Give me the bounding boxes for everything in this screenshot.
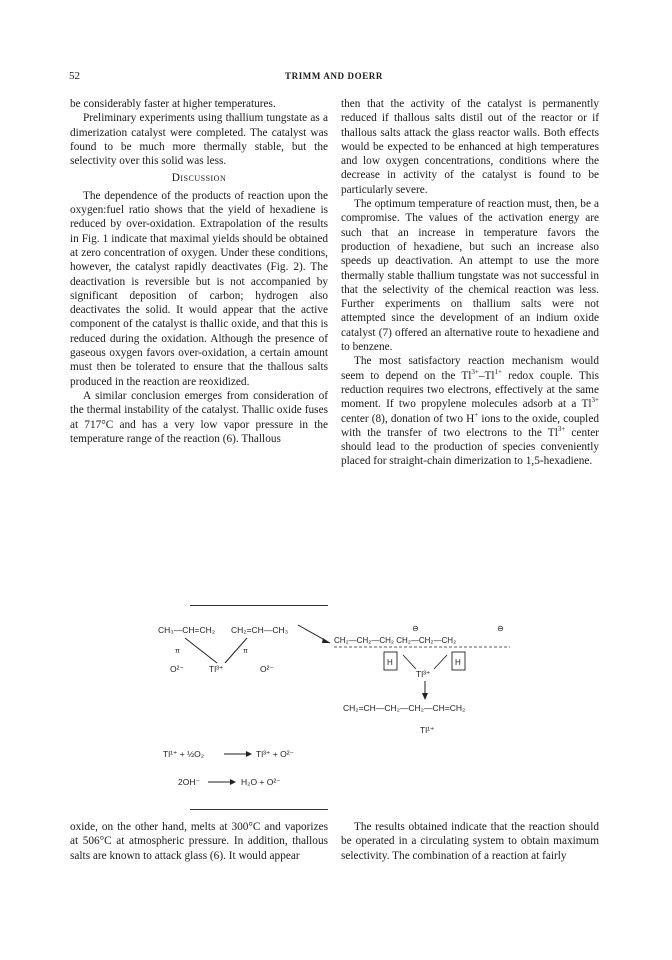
paragraph-similar: A similar conclusion emerges from consideration of the thermal instability of the catalyst. Thallic oxide fuses at 717°C and has a very low vapor pressure in the temperature range of the reaction (6). Thallous bbox=[70, 389, 328, 445]
paragraph-continued-right: then that the activity of the catalyst is permanently reduced if thallous salts distil out of the reactor or if thallous salts attack the glass reactor walls. Both effects would be expected to be enhanced at high temperatures and low oxygen concentrations, conditions where the decrease in activity of the catalyst is found to be particularly severe. bbox=[341, 98, 599, 196]
paragraph-mechanism: The most satisfactory reaction mechanism would seem to depend on the $Tl^{3+}-Tl^{1+}$ redox couple. This reduction requires two electrons, effectively at the same moment. If two propylene molecules adsorb at a $Tl^{3+}$ center (8), donation of two H+ ions to the oxide, coupled with the transfer of two electrons to the $Tl^{3+}$ center should lead to the production of species conveniently placed for straight-chain dimerization to 1,5-hexadiene. bbox=[341, 355, 600, 468]
equation-2-products: H₂O + O²⁻ bbox=[241, 777, 281, 787]
paragraph-continued: be considerably faster at higher temperatures. bbox=[70, 98, 276, 110]
intermediate-chain: CH₂—CH₂—CH₂ CH₂—CH₂—CH₂ bbox=[334, 636, 457, 645]
oxide-right: O²⁻ bbox=[260, 664, 274, 674]
paragraph-thallous-oxide: oxide, on the other hand, melts at 300°C and vaporizes at 506°C at atmospheric pressure. In addition, thallous salts are known to attack glass (6). It would appear bbox=[70, 821, 328, 862]
paragraph-preliminary: Preliminary experiments using thallium tungstate as a dimerization catalyst were completed. The catalyst was found to be much more thermally stable, but the selectivity over this solid was less. bbox=[70, 112, 328, 168]
paragraph-optimum: The optimum temperature of reaction must, then, be a compromise. The values of the activation energy are such that an increase in temperature favors the production of hexadiene, but such an increase also speeds up deactivation. An attempt to use the more thermally stable thallium tungstate was not successful in that the selectivity of the chemical reaction was less. Further experiments on thallium salts were not attempted since the development of an indium oxide catalyst (7) offered an alternative route to hexadiene and to benzene. bbox=[341, 198, 599, 354]
page-number: 52 bbox=[69, 70, 80, 82]
paragraph-dependence: The dependence of the products of reaction upon the oxygen:fuel ratio shows that the yield of hexadiene is reduced by over-oxidation. Extrapolation of the results in Fig. 1 indicate that maximal yields should be obtained at zero concentration of oxygen. Under these conditions, however, the catalyst rapidly deactivates (Fig. 2). The deactivation is reversible but is not accompanied by significant deposition of carbon; hydrogen also deactivates the solid. It would appear that the active component of the catalyst is thallic oxide, and that this is reduced during the oxidation. Although the presence of gaseous oxygen favors over-oxidation, a certain amount must then be tolerated to ensure that the thallous salts produced in the reaction are reoxidized. bbox=[70, 189, 328, 388]
thallium-center: Tl³⁺ bbox=[209, 664, 224, 674]
equation-2-reactants: 2OH⁻ bbox=[178, 777, 200, 787]
running-head: TRIMM AND DOERR bbox=[285, 71, 383, 81]
h-right: H bbox=[455, 658, 461, 667]
propylene-left: CH₃—CH=CH₂ bbox=[158, 625, 216, 635]
propylene-right: CH₂=CH—CH₃ bbox=[231, 625, 289, 635]
bond-to-tl-right bbox=[434, 655, 447, 669]
thallium-intermediate: Tl³⁺ bbox=[416, 669, 431, 679]
equation-1-arrowhead bbox=[246, 751, 252, 757]
charge-left: ⊖ bbox=[412, 624, 419, 633]
scheme-top-rule bbox=[190, 605, 328, 606]
paragraph-results: The results obtained indicate that the reaction should be operated in a circulating system to obtain maximum selectivity. The combination of a reaction at fairly bbox=[341, 821, 599, 862]
reaction-mechanism-scheme bbox=[140, 615, 560, 810]
thallium-reduced: Tl¹⁺ bbox=[420, 725, 435, 735]
h-left: H bbox=[387, 658, 393, 667]
scheme-bottom-rule bbox=[190, 809, 328, 810]
pi-bond-right: π bbox=[243, 648, 248, 655]
equation-2-arrowhead bbox=[230, 779, 236, 785]
page-header bbox=[69, 70, 599, 86]
bottom-right-column bbox=[341, 820, 599, 863]
reaction-arrowhead-down bbox=[422, 693, 428, 700]
right-column bbox=[341, 97, 599, 469]
reaction-arrowhead-1 bbox=[322, 638, 330, 643]
bond-to-tl-left bbox=[403, 655, 416, 669]
oxide-left: O²⁻ bbox=[170, 664, 184, 674]
hexadiene-product: CH₂=CH—CH₂—CH₂—CH=CH₂ bbox=[343, 703, 466, 713]
equation-1-reactants: Tl¹⁺ + ½O₂ bbox=[163, 749, 205, 759]
bottom-left-column bbox=[70, 820, 328, 863]
section-heading-discussion: Discussion bbox=[171, 172, 227, 185]
equation-1-products: Tl³⁺ + O²⁻ bbox=[256, 749, 295, 759]
left-column bbox=[70, 97, 328, 446]
pi-bond-left: π bbox=[175, 648, 180, 655]
bond-arrow-left bbox=[185, 638, 217, 663]
charge-right: ⊖ bbox=[497, 624, 504, 633]
